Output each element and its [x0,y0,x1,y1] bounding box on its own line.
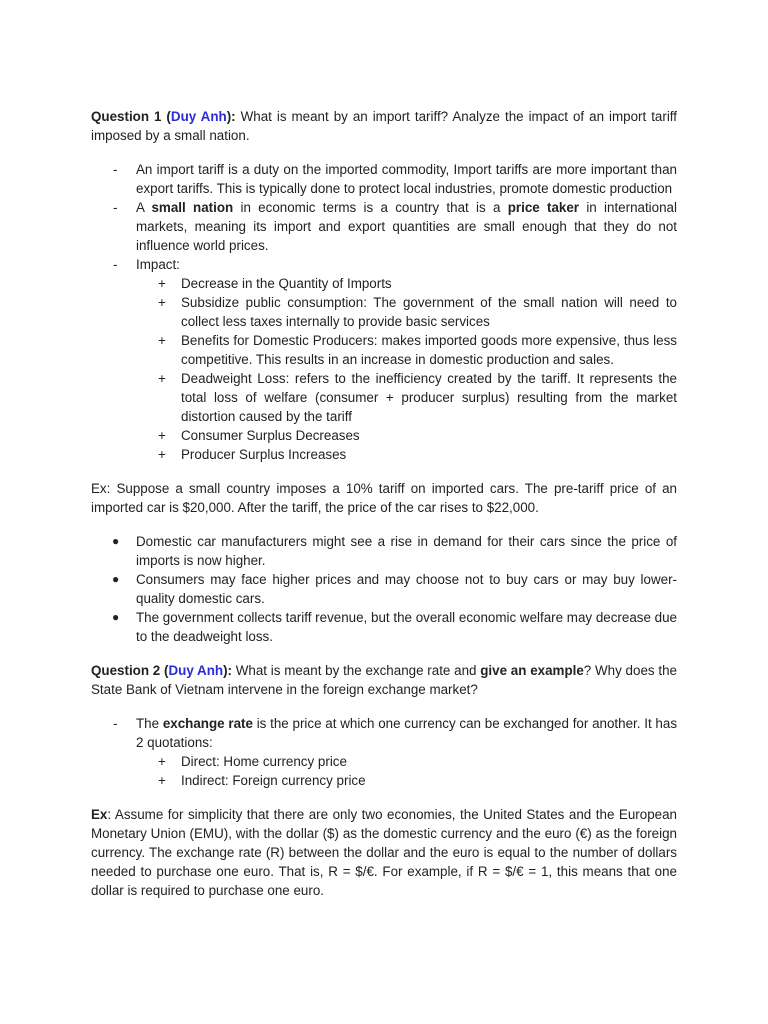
plus-marker: + [158,276,166,291]
bullet-marker: ● [112,610,120,624]
dash-marker: - [113,716,118,731]
plus-marker: + [158,333,166,348]
question-2: Question 2 (Duy Anh): What is meant by the exchange rate and give an example? Why does the State Bank of Vietnam intervene in the foreign exchange market? [91,663,677,697]
sub-list-item: + Subsidize public consumption: The government of the small nation will need to collect less taxes internally to provide basic services [158,295,677,329]
list-item: - An import tariff is a duty on the imported commodity, Import tariffs are more important than export tariffs. This is typically done to protect local industries, promote domestic production [113,162,677,196]
question-2-label: Question 2 (Duy Anh): [91,663,232,678]
sub-list-item: + Consumer Surplus Decreases [158,428,360,443]
dash-marker: - [113,162,118,177]
sub-list-item: + Producer Surplus Increases [158,447,347,462]
plus-marker: + [158,371,166,386]
bullet-marker: ● [112,534,120,548]
bullet-marker: ● [112,572,120,586]
question-1-text: What is meant by an import tariff? Analyze the impact of an import tariff imposed by a small nation. [91,109,677,143]
plus-marker: + [158,773,166,788]
sub-list-item: + Decrease in the Quantity of Imports [158,276,392,291]
example-2-label: Ex [91,807,108,822]
bullet-item: ● Consumers may face higher prices and may choose not to buy cars or may buy lower-quality domestic cars. [112,572,677,606]
sub-list-item: + Benefits for Domestic Producers: makes imported goods more expensive, thus less competitive. This results in an increase in domestic production and sales. [158,333,677,367]
document-body [91,107,677,900]
dash-marker: - [113,257,118,272]
bullet-item: ● Domestic car manufacturers might see a rise in demand for their cars since the price of imports is now higher. [112,534,677,568]
list-item: - Impact: [113,257,180,272]
plus-marker: + [158,295,166,310]
question-1-label: Question 1 (Duy Anh): [91,109,236,124]
plus-marker: + [158,447,166,462]
list-item: - A small nation in economic terms is a country that is a price taker in international markets, meaning its import and export quantities are small enough that they do not influence world prices. [113,200,677,253]
sub-list-item: + Direct: Home currency price [158,754,347,769]
sub-list-item: + Deadweight Loss: refers to the inefficiency created by the tariff. It represents the total loss of welfare (consumer + producer surplus) resulting from the market distortion caused by the tariff [158,371,677,424]
example-1: Ex: Suppose a small country imposes a 10% tariff on imported cars. The pre-tariff price of an imported car is $20,000. After the tariff, the price of the car rises to $22,000. [91,481,677,515]
example-2: Ex: Assume for simplicity that there are only two economies, the United States and the European Monetary Union (EMU), with the dollar ($) as the domestic currency and the euro (€) as the foreign currency. The exchange rate (R) between the dollar and the euro is equal to the number of dollars needed to purchase one euro. That is, R = $/€. For example, if R = $/€ = 1, this means that one dollar is required to purchase one euro. [91,807,677,898]
dash-marker: - [113,200,118,215]
plus-marker: + [158,428,166,443]
question-1 [91,107,677,145]
author-name: Duy Anh [168,663,224,678]
bullet-item: ● The government collects tariff revenue, but the overall economic welfare may decrease due to the deadweight loss. [112,610,677,644]
plus-marker: + [158,754,166,769]
author-name: Duy Anh [170,109,227,124]
sub-list-item: + Indirect: Foreign currency price [158,773,366,788]
list-item: - The exchange rate is the price at which one currency can be exchanged for another. It has 2 quotations: [113,716,678,750]
